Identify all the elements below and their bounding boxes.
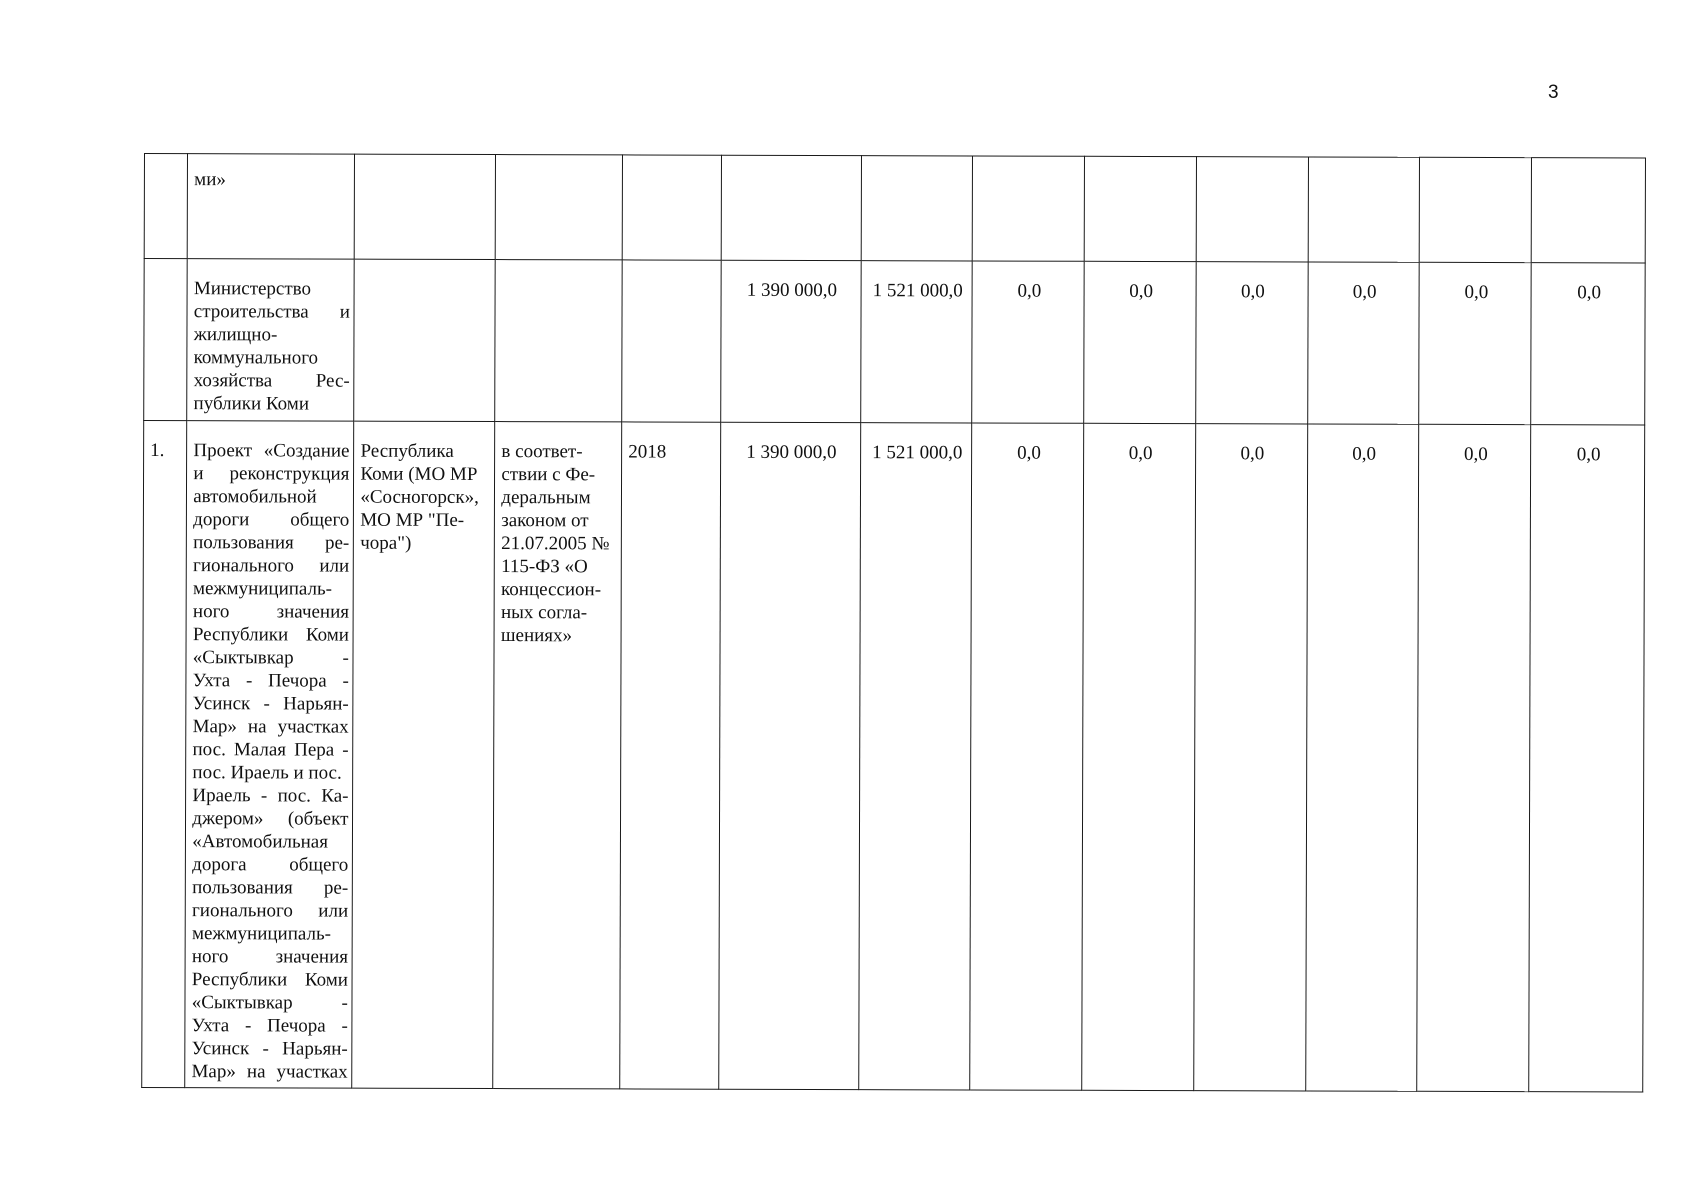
cell-line: пользования ре- xyxy=(192,877,349,899)
cell-line: 115-ФЗ «О xyxy=(501,556,588,578)
cell-line: ствии с Фе- xyxy=(501,464,596,486)
name-line: публики Коми xyxy=(193,393,310,415)
cell-line: концессион- xyxy=(501,579,602,601)
name-cell xyxy=(185,421,354,1088)
cell-line: Коми (МО МР xyxy=(360,463,478,485)
value-cell: 0,0 xyxy=(1084,261,1196,423)
value-cell xyxy=(1196,157,1308,262)
cell-line: пос. Ираель и пос. xyxy=(192,762,342,784)
row-number-cell: 1. xyxy=(142,421,187,1088)
value-cell: 0,0 xyxy=(1419,262,1531,424)
value-cell: 1 521 000,0 xyxy=(858,423,972,1090)
cell-line: Усинск - Нарьян- xyxy=(191,1038,348,1060)
cell-line: Республики Коми xyxy=(191,969,348,991)
value-cell: 0,0 xyxy=(972,261,1084,423)
value-cell xyxy=(861,156,973,261)
table-row xyxy=(144,154,1645,263)
cell-line: «Автомобильная xyxy=(192,831,329,853)
cell-line: деральным xyxy=(501,487,591,509)
value-cell: 0,0 xyxy=(1417,424,1531,1091)
cell-line: Республика xyxy=(360,440,454,462)
year-cell: 2018 xyxy=(620,422,721,1089)
name-line: коммунального xyxy=(193,347,319,369)
value-cell xyxy=(1084,156,1196,261)
region-cell xyxy=(352,421,495,1088)
row-number-cell xyxy=(144,259,188,421)
cell-line: Мар» на участках xyxy=(191,1061,348,1083)
row-number-cell xyxy=(144,154,188,259)
basis-cell xyxy=(496,155,623,260)
value-cell: 1 390 000,0 xyxy=(719,422,861,1089)
cell-line: гионального или xyxy=(193,555,350,577)
cell-line: Ухта - Печора - xyxy=(192,670,349,692)
cell-line: гионального или xyxy=(192,900,349,922)
cell-line: Ухта - Печора - xyxy=(191,1015,348,1037)
cell-line: законом от xyxy=(501,510,589,532)
cell-line: 21.07.2005 № xyxy=(501,533,610,555)
cell-line: «Сыктывкар - xyxy=(192,647,349,669)
cell-line: пользования ре- xyxy=(193,532,350,554)
cell-line: Ираель - пос. Ка- xyxy=(192,785,349,807)
basis-cell xyxy=(493,422,622,1089)
cell-line: межмуниципаль- xyxy=(192,578,333,600)
basis-cell xyxy=(495,260,622,422)
value-cell: 0,0 xyxy=(970,423,1084,1090)
value-cell: 1 390 000,0 xyxy=(721,260,861,422)
value-cell: 0,0 xyxy=(1082,423,1196,1090)
cell-line: ного значения xyxy=(191,946,349,968)
cell-line: «Сыктывкар - xyxy=(191,992,348,1014)
cell-line: ных согла- xyxy=(500,602,588,624)
cell-line: Мар» на участках xyxy=(192,716,349,738)
value-cell: 0,0 xyxy=(1194,424,1308,1091)
cell-line: джером» (объект xyxy=(192,808,349,830)
region-cell xyxy=(355,154,496,259)
value-cell: 0,0 xyxy=(1196,262,1308,424)
value-cell: 0,0 xyxy=(1529,425,1645,1092)
cell-line: в соответ- xyxy=(501,441,583,463)
cell-line: дорога общего xyxy=(192,854,349,876)
region-cell xyxy=(354,259,495,421)
value-cell xyxy=(973,156,1085,261)
year-cell xyxy=(622,260,721,422)
value-cell xyxy=(1308,157,1420,262)
value-cell xyxy=(1531,158,1645,263)
value-cell xyxy=(1420,157,1532,262)
name-line: ми» xyxy=(194,169,226,191)
cell-line: чора") xyxy=(360,532,412,554)
name-cell xyxy=(187,259,355,421)
table-row xyxy=(142,421,1645,1092)
value-cell: 0,0 xyxy=(1307,262,1419,424)
name-line: строительства и xyxy=(193,301,350,323)
value-cell: 0,0 xyxy=(1305,424,1419,1091)
cell-line: Усинск - Нарьян- xyxy=(192,693,349,715)
value-cell xyxy=(721,155,861,260)
cell-line: автомобильной xyxy=(193,486,317,508)
cell-line: «Сосногорск», xyxy=(360,486,479,508)
cell-line: пос. Малая Пера - xyxy=(192,739,349,761)
cell-line: шениях» xyxy=(500,625,573,647)
year-cell xyxy=(622,155,721,260)
name-line: Министерство xyxy=(193,278,312,300)
cell-line: и реконструкция xyxy=(193,463,350,485)
cell-line: Проект «Создание xyxy=(193,440,350,462)
name-cell xyxy=(187,154,354,259)
cell-line: Республики Коми xyxy=(192,624,349,646)
cell-line: дороги общего xyxy=(193,509,350,531)
page-number: 3 xyxy=(1548,82,1559,103)
cell-line: межмуниципаль- xyxy=(191,923,332,945)
value-cell: 1 521 000,0 xyxy=(860,261,972,423)
table-row xyxy=(144,259,1645,425)
cell-line: МО МР "Пе- xyxy=(360,509,465,531)
cell-line: ного значения xyxy=(192,601,350,623)
name-line: хозяйства Рес- xyxy=(193,370,350,392)
name-line: жилищно- xyxy=(193,324,278,346)
budget-table xyxy=(141,153,1646,1092)
value-cell: 0,0 xyxy=(1531,263,1645,425)
